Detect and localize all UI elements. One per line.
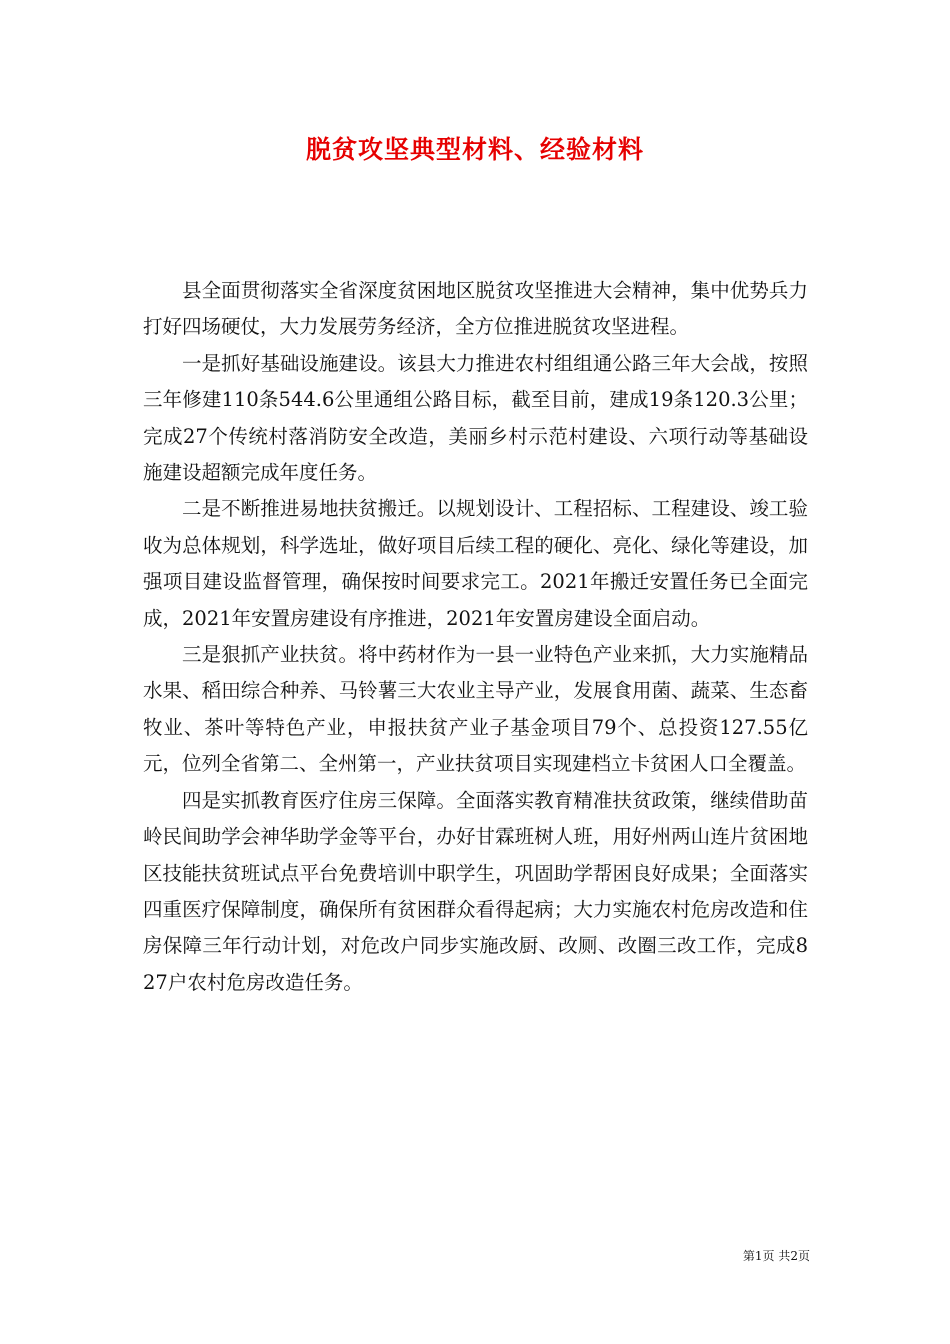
page-number: 第1页 共2页 xyxy=(742,1249,810,1263)
document-body xyxy=(143,273,808,1001)
paragraph-infrastructure: 一是抓好基础设施建设。该县大力推进农村组组通公路三年大会战，按照三年修建110条544.6公里通组公路目标，截至目前，建成19条120.3公里；完成27个传统村落消防安全改造，美丽乡村示范村建设、六项行动等基础设施建设超额完成年度任务。 xyxy=(143,351,808,485)
paragraph-industry: 三是狠抓产业扶贫。将中药材作为一县一业特色产业来抓，大力实施精品水果、稻田综合种养、马铃薯三大农业主导产业，发展食用菌、蔬菜、生态畜牧业、茶叶等特色产业，申报扶贫产业子基金项目79个、总投资127.55亿元，位列全省第二、全州第一，产业扶贫项目实现建档立卡贫困人口全覆盖。 xyxy=(143,643,808,776)
paragraph-guarantees: 四是实抓教育医疗住房三保障。全面落实教育精准扶贫政策，继续借助苗岭民间助学会神华助学金等平台，办好甘霖班树人班，用好州两山连片贫困地区技能扶贫班试点平台免费培训中职学生，巩固助学帮困良好成果；全面落实四重医疗保障制度，确保所有贫困群众看得起病；大力实施农村危房改造和住房保障三年行动计划，对危改户同步实施改厨、改厕、改圈三改工作，完成827户农村危房改造任务。 xyxy=(143,788,808,994)
page-title: 脱贫攻坚典型材料、经验材料 xyxy=(305,135,644,164)
intro-paragraph: 县全面贯彻落实全省深度贫困地区脱贫攻坚推进大会精神，集中优势兵力打好四场硬仗，大力发展劳务经济，全方位推进脱贫攻坚进程。 xyxy=(143,279,808,339)
paragraph-relocation: 二是不断推进易地扶贫搬迁。以规划设计、工程招标、工程建设、竣工验收为总体规划，科学选址，做好项目后续工程的硬化、亮化、绿化等建设，加强项目建设监督管理，确保按时间要求完工。2021年搬迁安置任务已全面完成，2021年安置房建设有序推进，2021年安置房建设全面启动。 xyxy=(143,497,808,630)
